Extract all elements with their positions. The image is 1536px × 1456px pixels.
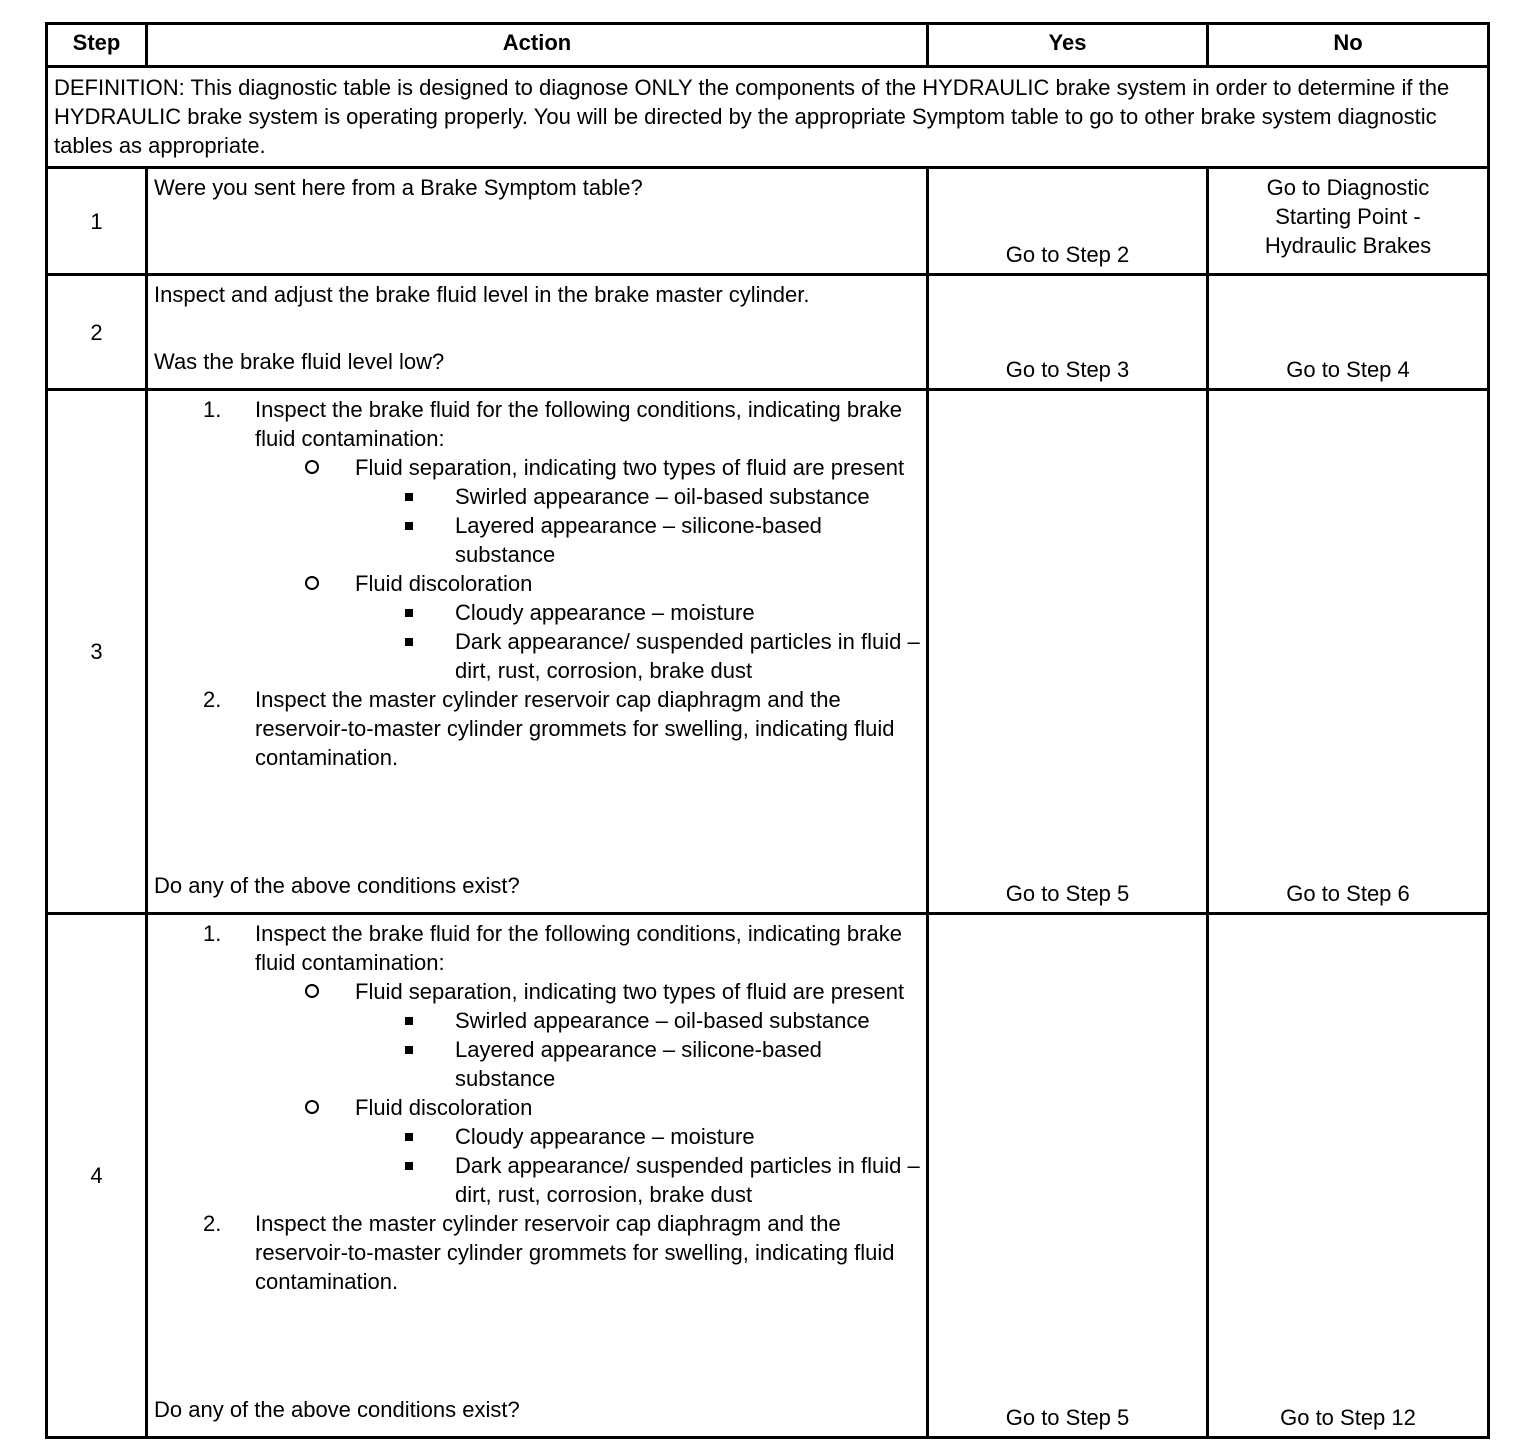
sub-list <box>255 977 920 1209</box>
circle-bullet-icon <box>305 977 319 1006</box>
action-cell <box>147 390 928 914</box>
list-item-text: Inspect the master cylinder reservoir cap diaphragm and the reservoir-to-master cylinder grommets for swelling, indicating fluid contamination. <box>255 1211 895 1294</box>
numbered-list <box>154 395 920 772</box>
sub-sub-list <box>355 1122 920 1209</box>
list-item-text: Dark appearance/ suspended particles in fluid – dirt, rust, corrosion, brake dust <box>455 1153 920 1207</box>
action-cell <box>147 914 928 1438</box>
list-marker: 2. <box>203 687 222 712</box>
action-question: Do any of the above conditions exist? <box>154 873 520 898</box>
no-cell <box>1208 168 1489 275</box>
step-number: 1 <box>47 168 147 275</box>
action-question: Do any of the above conditions exist? <box>154 1397 520 1422</box>
no-cell: Go to Step 6 <box>1208 390 1489 914</box>
table-row <box>47 168 1489 275</box>
header-no: No <box>1208 24 1489 67</box>
list-item-text: Inspect the master cylinder reservoir cap diaphragm and the reservoir-to-master cylinder grommets for swelling, indicating fluid contamination. <box>255 687 895 770</box>
list-item-text: Layered appearance – silicone-based substance <box>455 1037 822 1091</box>
list-item <box>355 977 920 1093</box>
definition-text: DEFINITION: This diagnostic table is designed to diagnose ONLY the components of the HYDRAULIC brake system in order to determine if the HYDRAULIC brake system is operating properly. You will be directed by the appropriate Symptom table to go to other brake system diagnostic tables as appropriate. <box>47 67 1489 168</box>
sub-list <box>255 453 920 685</box>
circle-bullet-icon <box>305 569 319 598</box>
list-item <box>455 1151 920 1209</box>
yes-cell: Go to Step 3 <box>928 275 1208 390</box>
list-item <box>455 482 920 511</box>
square-bullet-icon <box>405 598 413 627</box>
square-bullet-icon <box>405 627 413 656</box>
yes-cell: Go to Step 2 <box>928 168 1208 275</box>
list-item-text: Inspect the brake fluid for the following conditions, indicating brake fluid contamination: <box>255 921 902 975</box>
no-line: Go to Diagnostic <box>1266 175 1430 200</box>
list-item <box>455 1006 920 1035</box>
list-item-text: Fluid separation, indicating two types of fluid are present <box>355 979 905 1004</box>
list-item <box>203 395 920 685</box>
sub-sub-list <box>355 482 920 569</box>
list-item-text: Cloudy appearance – moisture <box>455 600 755 625</box>
list-item <box>203 1209 920 1296</box>
square-bullet-icon <box>405 1151 413 1180</box>
step-number: 2 <box>47 275 147 390</box>
list-item <box>355 569 920 685</box>
list-item <box>455 511 920 569</box>
list-item <box>203 919 920 1209</box>
list-item <box>455 1035 920 1093</box>
sub-sub-list <box>355 1006 920 1093</box>
list-item <box>355 1093 920 1209</box>
table-row <box>47 390 1489 914</box>
list-item-text: Fluid separation, indicating two types of fluid are present <box>355 455 905 480</box>
list-marker: 1. <box>203 397 222 422</box>
no-line: Starting Point - <box>1275 204 1421 229</box>
list-item <box>355 453 920 569</box>
no-line: Hydraulic Brakes <box>1264 233 1432 258</box>
square-bullet-icon <box>405 1035 413 1064</box>
list-item <box>455 598 920 627</box>
header-action: Action <box>147 24 928 67</box>
square-bullet-icon <box>405 1122 413 1151</box>
header-row <box>47 24 1489 67</box>
table-row <box>47 914 1489 1438</box>
header-yes: Yes <box>928 24 1208 67</box>
square-bullet-icon <box>405 482 413 511</box>
diagnostic-table <box>45 22 1490 1439</box>
list-item-text: Dark appearance/ suspended particles in fluid – dirt, rust, corrosion, brake dust <box>455 629 920 683</box>
definition-row <box>47 67 1489 168</box>
list-item-text: Swirled appearance – oil-based substance <box>455 484 870 509</box>
action-question: Was the brake fluid level low? <box>154 349 445 374</box>
list-marker: 1. <box>203 921 222 946</box>
action-cell <box>147 275 928 390</box>
numbered-list <box>154 919 920 1296</box>
list-item-text: Fluid discoloration <box>355 1095 533 1120</box>
no-cell: Go to Step 4 <box>1208 275 1489 390</box>
step-number: 4 <box>47 914 147 1438</box>
circle-bullet-icon <box>305 1093 319 1122</box>
list-item <box>203 685 920 772</box>
list-marker: 2. <box>203 1211 222 1236</box>
list-item-text: Inspect the brake fluid for the following conditions, indicating brake fluid contamination: <box>255 397 902 451</box>
action-instruction: Inspect and adjust the brake fluid level in the brake master cylinder. <box>154 282 810 307</box>
table-row <box>47 275 1489 390</box>
step-number: 3 <box>47 390 147 914</box>
no-cell: Go to Step 12 <box>1208 914 1489 1438</box>
sub-sub-list <box>355 598 920 685</box>
action-cell <box>147 168 928 275</box>
list-item-text: Cloudy appearance – moisture <box>455 1124 755 1149</box>
list-item-text: Layered appearance – silicone-based substance <box>455 513 822 567</box>
action-question: Were you sent here from a Brake Symptom table? <box>154 175 643 200</box>
list-item-text: Fluid discoloration <box>355 571 533 596</box>
list-item-text: Swirled appearance – oil-based substance <box>455 1008 870 1033</box>
yes-cell: Go to Step 5 <box>928 914 1208 1438</box>
list-item <box>455 1122 920 1151</box>
circle-bullet-icon <box>305 453 319 482</box>
header-step: Step <box>47 24 147 67</box>
list-item <box>455 627 920 685</box>
square-bullet-icon <box>405 511 413 540</box>
square-bullet-icon <box>405 1006 413 1035</box>
yes-cell: Go to Step 5 <box>928 390 1208 914</box>
